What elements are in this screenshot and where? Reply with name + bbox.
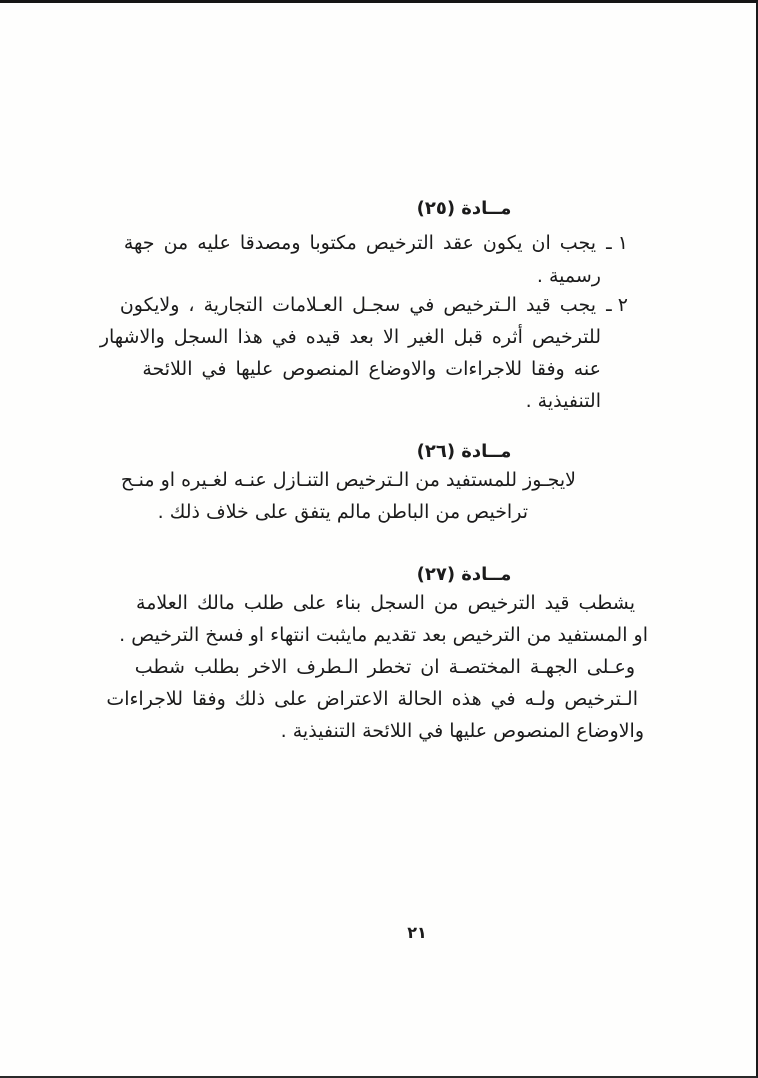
text-line: رسمية . xyxy=(536,265,601,287)
text-line: الـترخيص ولـه في هذه الحالة الاعتراض على ذلك وفقا للاجراءات xyxy=(106,688,638,710)
page-number: ٢١ xyxy=(407,923,427,942)
text-line: عنه وفقا للاجراءات والاوضاع المنصوص عليها في اللائحة xyxy=(142,358,601,380)
article-26-heading: مــادة (٢٦) xyxy=(416,441,512,462)
text-line: التنفيذية . xyxy=(525,390,601,412)
article-25-heading: مــادة (٢٥) xyxy=(416,198,512,219)
text-line: وعـلى الجهـة المختصـة ان تخطر الـطرف الاخر بطلب شطب xyxy=(134,656,635,678)
text-line: للترخيص أثره قبل الغير الا بعد قيده في هذا السجل والاشهار xyxy=(99,326,601,348)
text-line: والاوضاع المنصوص عليها في اللائحة التنفيذية . xyxy=(280,720,644,742)
list-item-1-marker: ١ ـ xyxy=(606,232,628,254)
list-item-2-marker: ٢ ـ xyxy=(606,294,628,316)
text-line: يجب قيد الـترخيص في سجـل العـلامات التجارية ، ولايكون xyxy=(119,294,596,316)
text-line: او المستفيد من الترخيص بعد تقديم مايثبت انتهاء او فسخ الترخيص . xyxy=(119,624,648,646)
text-line: يجب ان يكون عقد الترخيص مكتوبا ومصدقا عليه من جهة xyxy=(123,232,596,254)
text-line: تراخيص من الباطن مالم يتفق على خلاف ذلك . xyxy=(157,501,528,523)
text-line: يشطب قيد الترخيص من السجل بناء على طلب مالك العلامة xyxy=(136,592,635,614)
text-line: لايجـوز للمستفيد من الـترخيص التنـازل عنـه لغـيره او منـح xyxy=(120,469,576,491)
article-27-heading: مــادة (٢٧) xyxy=(416,564,512,585)
